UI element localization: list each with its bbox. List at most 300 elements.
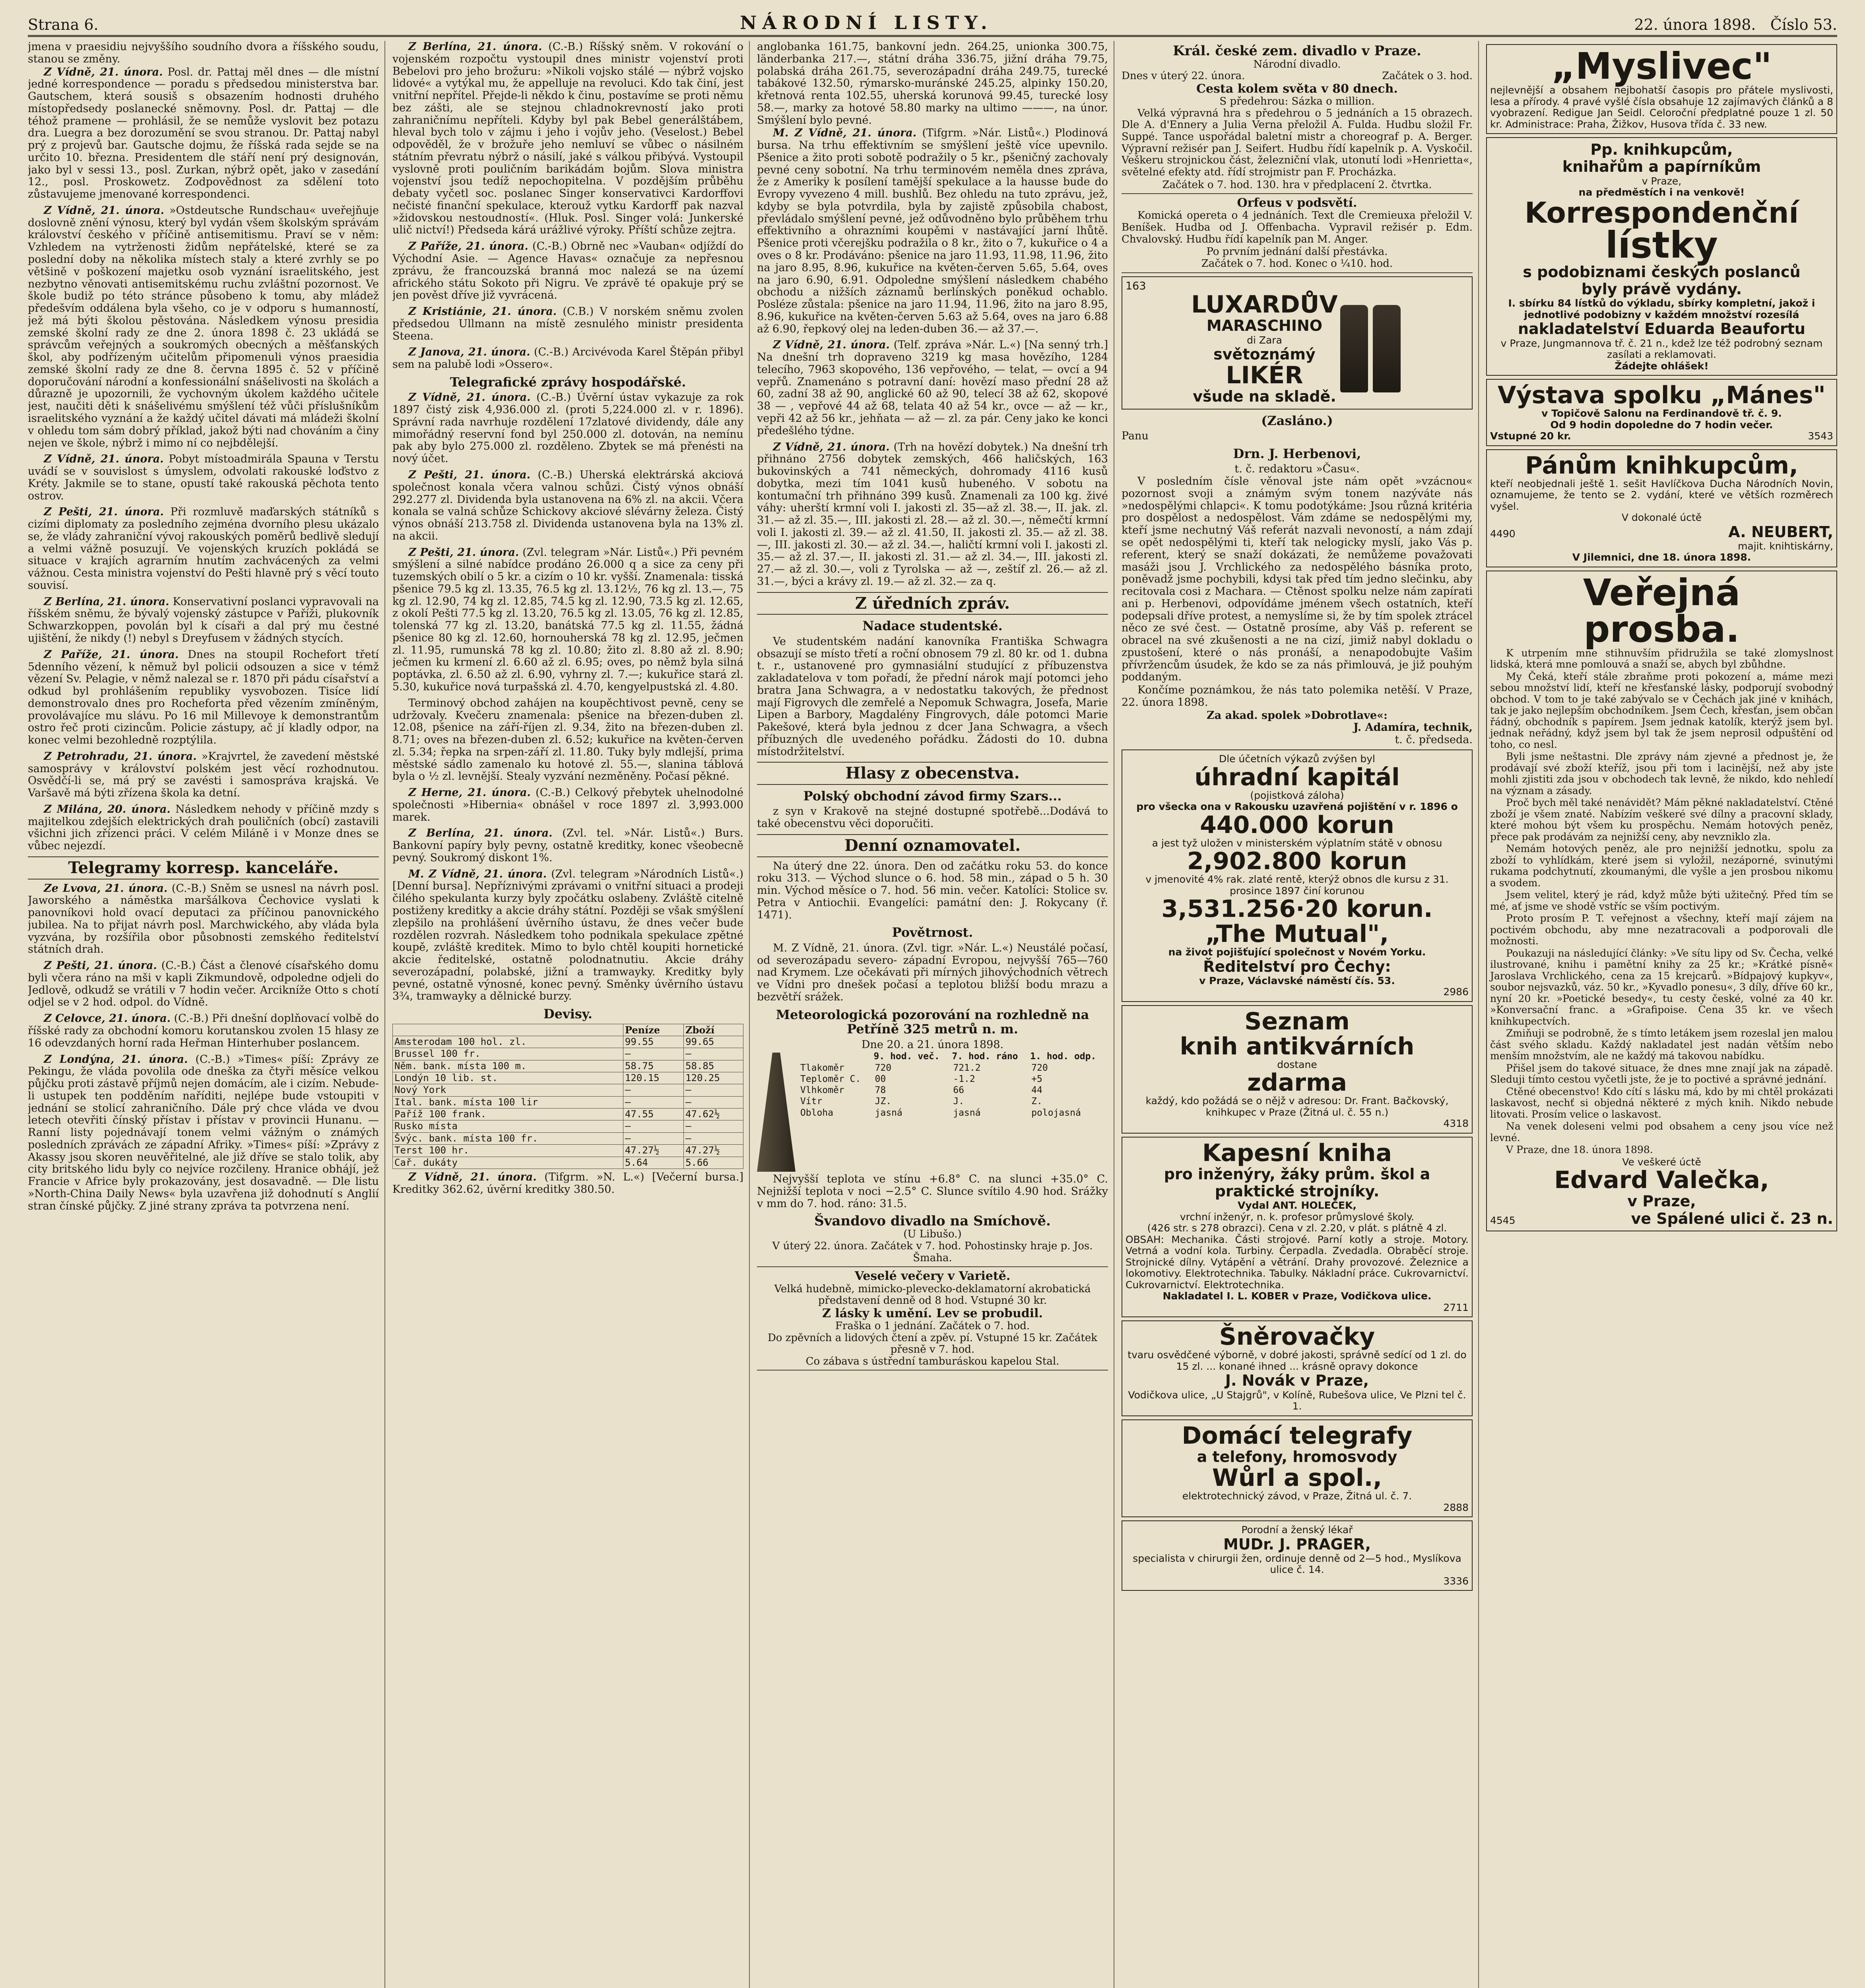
economic-headline: Telegrafické zprávy hospodářské.: [450, 374, 686, 390]
korresp-text: I. sbírku 84 lístků do výkladu, sbírky kompletní, jakož i jednotlivé podobizny v každém množství rozesílá: [1508, 297, 1815, 320]
table-cell: 78: [875, 1085, 886, 1096]
mutual-head: Dle účetních výkazů zvýšen byl: [1219, 753, 1375, 765]
variete-play: Z lásky k umění. Lev se probudil.: [822, 1306, 1043, 1320]
meteo-header-row: [799, 1051, 1108, 1062]
prosba-paragraph: Přišel jsem do takové situace, že dnes mne znají jak na západě. Sleduji tímto cestou vyčetli jste, že je to poctivé a správné jednání.: [1490, 1062, 1833, 1085]
article-text: (C.-B.) Uherská elektrárská akciová společnost konala včera valnou schůzi. Čistý výnos obnáší 292.277 zl. Dividenda byla ustanovena na 6% zl. na akcii. Včera konala se valná schůze Schickovy akciové slévárny železa. Čistý výnos obnáší 213.758 zl. Dividenda ustanovena byla na 13% zl. na akcii.: [392, 468, 743, 542]
prager-head: Porodní a ženský lékař: [1241, 1524, 1353, 1536]
devisy-header-row: [393, 1024, 743, 1036]
article: [392, 1171, 743, 1196]
article-byline: Z Milána, 20. února.: [44, 803, 171, 815]
article: [392, 469, 743, 543]
zaslano-close: Končíme poznámkou, že nás tato polemika netěší. V Praze, 22. února 1898.: [1122, 684, 1473, 709]
prosba-paragraph: Zmiňuji se podrobně, že s tímto letákem jsem rozeslal jen malou část svého skladu. Každý nakladatel jest nadán větším nebo menším množstvím, ale ne každý má takovou nabídku.: [1490, 1027, 1833, 1062]
meteo-tail: Nejvyšší teplota ve stínu +6.8° C. na slunci +35.0° C. Nejnižší teplota v noci −2.5° C. Slunce svítilo 4.90 hod. Srážky v mm do 7. hod. ráno: 31.5.: [757, 1173, 1108, 1210]
table-cell: Nový York: [393, 1084, 623, 1096]
prosba-row: [1490, 1210, 1833, 1227]
variete-title: Veselé večery v Varietě.: [854, 1269, 1011, 1283]
table-cell: 5.64: [623, 1157, 683, 1169]
knihkupcum-big: Pánům knihkupcům,: [1525, 451, 1798, 480]
meteo-date: Dne 20. a 21. února 1898.: [861, 1038, 1004, 1051]
article-text: (Zvl. telegram »Národních Listů«.) [Denní bursa]. Nepříznivými zprávami o vnitřní situaci a prodeji čilého spekulanta kurzy byly zpočátku oslabeny. Zvláště citelně postiženy kreditky a akcie dráhy státní. Později se však smýšlení zlepšilo na prohlášení úvěrního ústavu, že dnes večer bude rozdělen rozvrah. Následkem toho podnikala spekulace zpětné koupě, zvláště kreditek. Mimo to bylo chtěl koupiti hornetické akcie ředitelské, ostatně polodnatnutiu. Akcie dráhy severozápadní, polabské, jižní a tramwayky. Kreditky byly pevné, ostatně výnosné, konec pevný. Směnky úvěrního ústavu 3¾, tramwayky a dělnické burzy.: [392, 868, 743, 1003]
mutual-big: úhradní kapitál: [1194, 763, 1400, 791]
table-row: [393, 1036, 743, 1048]
prosba-addr: ve Spálené ulici č. 23 n.: [1631, 1209, 1833, 1227]
manes-row: [1490, 431, 1833, 442]
columns: [28, 41, 1837, 1988]
article-text: (C.B.) V norském sněmu zvolen předsedou Ullmann na místě zesnulého ministr presidenta Steena.: [392, 305, 744, 342]
prosba-paragraph: Jsem velitel, který je rád, když může býti užitečný. Před tím se mé, ať jsme ve shodě vstříc se vším poctivým.: [1490, 889, 1833, 912]
prosba-sign: Ve veškeré úctě: [1622, 1156, 1701, 1168]
weather-text: M. Z Vídně, 21. února. (Zvl. tigr. »Nár. L.«) Neustálé počasí, od severozápadu severo- západní Evropou, nejvyšší 765—760 nad Krymem. Lze očekávati při mírných jihovýchodních větrech ve Vídni pro dnešek počasí a teplotou bližší bodu mrazu a bezvětří srážek.: [757, 942, 1108, 1003]
antikvar-free: zdarma: [1247, 1069, 1347, 1097]
table-row: [393, 1048, 743, 1060]
article-text: (C.-B.) Část a členové císařského domu byli včera ráno na mši v kapli Zikmundově, odpoledne odjeli do Jedlově, odkudž se vrátili v 7 hodin večer. Arcikníže Otto s chotí odjel se v 2 hod. odpol. do Vídně.: [28, 959, 379, 1009]
variete: [757, 1267, 1108, 1371]
kapesni-obsah: OBSAH: Mechanika. Části strojové. Parní kotly a stroje. Motory. Vetrná a vodní kola. Turbiny. Čerpadla. Zvedadla. Obraběcí stroje. Strojnické dílny. Vytápění a větrání. Drahy provozové. Železnice a lokomotivy. Elektrotechnika. Tabulky. Nákladní práce. Cukrovarnictví. Cukrovarnictví. Elektrotechnika.: [1126, 1233, 1469, 1291]
article-byline: Z Paříže, 21. února.: [44, 648, 179, 661]
prosba-name: Edvard Valečka,: [1554, 1166, 1769, 1194]
table-cell: Tlakoměr: [800, 1062, 844, 1073]
prosba-paragraph: Proto prosím P. T. veřejnost a všechny, kteří mají zájem na poctivém obchodu, aby mne nezatracovali a podporovali dle možnosti.: [1490, 912, 1833, 947]
voices-subhead: Polský obchodní závod firmy Szars...: [803, 788, 1062, 804]
zaslano-head: (Zasláno.): [1261, 413, 1333, 428]
zaslano-block: [1122, 414, 1473, 746]
table-cell: -1.2: [953, 1074, 975, 1084]
column-1: [28, 41, 385, 1988]
article-byline: M. Z Vídně, 21. února.: [408, 868, 547, 880]
article-text: (C.-B.) Obrně nec »Vauban« odjíždí do Východní Asie. — Agence Havas« označuje za nepřesnou zprávu, že francouzská branná moc nalezá se na území afrického státu Sokoto při Nigru. Ve zprávě té opakuje prý se jen pověst dříve již vyvrácená.: [392, 240, 743, 302]
antikvar-num: 4318: [1443, 1118, 1469, 1130]
prosba-paragraph: Proč bych měl také nenávidět? Mám pěkné nakladatelství. Ctěné zboží je všem znaté. Nabízím veškeré své dílny a pracovní sklady, které mohou být všem ku prospěchu. Nemám hotových peněz, přece pak prodávám za nejnižší ceny, aby nevzniklo zla.: [1490, 797, 1833, 843]
article-byline: M. Z Vídně, 21. února.: [773, 127, 917, 140]
table-cell: —: [623, 1084, 683, 1096]
article: [392, 787, 743, 823]
article: [28, 960, 379, 1009]
table-cell: 120.25: [684, 1072, 743, 1084]
table-cell: 47.62½: [684, 1109, 743, 1120]
article-byline: Z Vídně, 21. února.: [44, 453, 164, 466]
antikvar-head: Seznam: [1244, 1007, 1350, 1035]
table-cell: 47.27½: [623, 1145, 683, 1157]
snerovacky-ad: [1122, 1320, 1473, 1416]
orfeus-play: Orfeus v podsvětí.: [1237, 196, 1357, 210]
article-text: (C.-B.) Při dnešní doplňovací volbě do říšské rady za obchodní komoru korutanskou zvolen 15 hlasy ze 16 odevzdaných horní rada Heřman Hinterhuber poslancem.: [28, 1012, 379, 1049]
article: [28, 883, 379, 956]
article-text: Při rozmluvě maďarských státníků s cizími diplomaty za posledního zejména dvorního plesu ukázalo se, že vlády zahraniční vývoj rakouských poměrů bedlivě sledují a velmi vážně posuzují. Ve vojenských kruzích pokládá se situace v krajích agrarním hnutím zachvácených za velmi vážnou. Cesta ministra vojenství do Pešti hlavně prý s věcí touto souvisí.: [28, 506, 379, 592]
korresp-addr: v Praze, Jungmannova tř. č. 21 n., kdež lze též podrobný seznam zasílati a reklamovati.: [1500, 337, 1823, 361]
article-byline: Z Vídně, 21. února.: [773, 339, 890, 351]
luxardo-where: všude na skladě.: [1193, 388, 1336, 406]
prosba-paragraph: Poukazuji na následující články: »Ve sítu lipy od Sv. Čecha, velké ilustrované, knihu i pamětní knihy za 25 kr.; »Krátké písně« Jaroslava Vrchlického, cena za 15 krejcarů. »Bídpajový kupkyv«, soubor nejsvazků, váz. 50 kr., »Kyvadlo ponesu«, 3 díly, dříve 60 kr., nyní 20 kr. »Poetické besedy«, tu cesty české, volné za 40 kr. »Konversační franc. a »Grafipoise. Cena 35 kr. ve všech knihkupectvích.: [1490, 947, 1833, 1027]
table-cell: Ital. bank. místa 100 lir: [393, 1096, 623, 1108]
antikvar-text: každý, kdo požádá se o nějž v adresou: Dr. Frant. Bačkovský, knihkupec v Praze (Žitná ul. č. 55 n.): [1145, 1095, 1449, 1118]
variete-zabava: Co zábava s ústřední tamburáskou kapelou Stal.: [805, 1355, 1060, 1367]
table-cell: —: [623, 1132, 683, 1144]
knihkupcum-row: [1490, 524, 1833, 541]
article-text: (Zvl. tel. »Nár. Listů«.) Burs. Bankovní papíry byly pevny, ostatně kreditky, konec všeobecně pevný. Soukromý diskont 1%.: [392, 827, 743, 864]
svandovo-text: V úterý 22. února. Začátek v 7. hod. Pohostinsky hraje p. Jos. Šmaha.: [772, 1240, 1093, 1264]
zaslano-sign: Za akad. spolek »Dobrotlave«:: [1207, 709, 1388, 722]
prager-num: 3336: [1443, 1575, 1469, 1587]
column-5: [1486, 41, 1837, 1988]
article-text: Pobyt místoadmirála Spauna v Terstu uvádí se v souvislost s úmyslem, odvolati rakouské loďstvo z Kréty. Jakmile se to stane, opustí také rakouská pěchota tento ostrov.: [28, 453, 379, 502]
theater-desc: Velká výpravná hra s předehrou o 5 jednáních a 15 obrazech. Dle A. d'Ennery a Julia Verna přeložil A. Fulda. Hudbu složil Fr. Suppé. Tance uspořádal baletní mistr a choreograf p. A. Berger. Výpravní režisér pan J. Seifert. Hudbu řídí kapelník p. A. Vyskočil. Veškeru strojnickou část, železniční vlak, utonutí lodi »Henrietta«, světelné efekty atd. řídí strojmistr pan F. Procházka.: [1122, 107, 1473, 178]
table-cell: Terst 100 hr.: [393, 1145, 623, 1157]
mutual-sub4: v jmenovité 4% rak. zlaté rentě, kterýž obnos dle kursu z 31. prosince 1897 činí korunou: [1145, 874, 1449, 897]
zaslano-to: Drn. J. Herbenovi,: [1233, 446, 1361, 461]
manes-ad: [1486, 379, 1837, 446]
meteo-table: [799, 1051, 1108, 1118]
zaslano-signer: J. Adamíra, technik,: [1353, 721, 1473, 734]
table-row: [799, 1062, 1108, 1074]
foundation-text: Ve studentském nadání kanovníka Františka Schwagra obsazují se místo třetí a roční obnosem 79 zl. 80 kr. od 1. dubna t. r., ustanovené pro gymnasiální studující z příbuzenstva zakladatelova v tom pořadí, že přední nárok mají potomci jeho bratra Jana Schwagra, a v nedostatku takových, že přednost mají Figrovych dle zemřelé a Nepomuk Schwagra, Josefa, Marie Lipen a Barbory, Magdalény Fingrovych, dále potomci Marie Pakešové, která byla jednou z dcer Jana Schwagra, a všech příbuzných dle uvedeného pořádku. Žádosti do 10. dubna místodržitelství.: [757, 635, 1108, 758]
prosba-body: [1490, 648, 1833, 1156]
table-row: [393, 1084, 743, 1096]
article-byline: Z Paříže, 21. února.: [408, 240, 528, 253]
theater-date: Dnes v úterý 22. února.: [1122, 70, 1245, 82]
table-row: [393, 1132, 743, 1144]
daily-text: Na úterý dne 22. února. Den od začátku roku 53. do konce roku 313. — Východ slunce o 6. hod. 58 min., západ o 5 h. 30 min. Východ měsíce o 7. hod. 56 min. večer. Katolíci: Stolice sv. Petra v Antiochii. Evangelíci: památní den: J. Rokycany (ř. 1471).: [757, 860, 1108, 921]
table-cell: 44: [1031, 1085, 1042, 1096]
korresp-sub2: na předměstích i na venkově!: [1578, 186, 1745, 198]
table-cell: —: [684, 1132, 743, 1144]
korresp-head2: knihařům a papírníkům: [1562, 158, 1761, 176]
column-3: [757, 41, 1114, 1988]
table-row: [393, 1109, 743, 1120]
table-cell: —: [684, 1084, 743, 1096]
voices-text: z syn v Krakově na stejné dostupné spotřebě...Dodává to také obecenstvu věci doporučiti.: [757, 805, 1108, 830]
prosba-big2: prosba.: [1584, 608, 1740, 650]
article-text: (C.-B.) Říšský sněm. V rokování o vojenském rozpočtu vystoupil dnes ministr vojenství proti Bebelovi pro jeho brožuru: »Nikoli vojsko stálé — nýbrž vojsko lidové« a vytýkal mu, že appelluje na revoluci. Kdo tak činí, jest vnitřní nepřítel. Přejde-li někdo k činu, postavíme se proti němu bez zášti, ale se stejnou chladnokrevností jako proti zahraničnímu nepříteli. Kdyby byl pak Bebel generálštábem, hleval bych tolo v zájmu i jeho i vojův jeho. (Veselost.) Bebel odpověděl, že v brožuře jeho nemluví se vůbec o násilném státním převratu nýbrž o násilí, jaké s válkou přibývá. Vystoupil vyslovně proti pouličním barikádám bojům. Slova ministra vojenství jsou tedíž nepochopitelna. V pozdějším průběhu debaty vyčetl soc. poslanec Singer konservativci Kardorffovi nečisté finanční spekulace, kterouž vytku Kardorff pak nazval »židovskou nestoudností«. (Hluk. Posl. Singer volá: Junkerské ulič nictví!) Předseda kárá urážlivé výroky. Příští schůze zejtra.: [392, 41, 743, 237]
petrin-tower-icon: [757, 1052, 796, 1172]
table-cell: 99.65: [684, 1036, 743, 1048]
theater-end: Začátek o 7. hod. 130. hra v předplacení 2. čtvrtka.: [1162, 179, 1432, 191]
snerovacky-text: tvaru osvědčené výborně, v dobré jakosti, správně sedící od 1 zl. do 15 zl. ... konané ihned ... krásně opravy dokonce: [1128, 1349, 1467, 1372]
prosba-city: v Praze,: [1627, 1192, 1696, 1210]
issue-info: [1634, 16, 1837, 33]
table-cell: Z.: [1031, 1096, 1042, 1107]
column-4: [1122, 41, 1479, 1988]
article-text: (C.-B.) Sněm se usnesl na návrh posl. Jaworského a náměstka maršálkova Čechovice vyslati k panovníkovi hold ovací deputaci za příčinou panovnického jubilea. Na to přijat návrh posl. Marchwického, aby vláda byla vyzvána, by rozšířila obor působnosti zemského ředitelství státních drah.: [28, 882, 379, 956]
manes-sub: v Topičově Salonu na Ferdinandově tř. č. 9.: [1541, 408, 1782, 419]
kapesni-publisher: Vydal ANT. HOLEČEK,: [1238, 1200, 1357, 1211]
article-text: (C.-B.) Celkový přebytek uhelnodolné společnosti »Hibernia« obnášel v roce 1897 zl. 3,993.000 marek.: [392, 786, 743, 823]
kapesni-price: (426 str. s 278 obrazci). Cena v zl. 2.20, v plát. s plátně 4 zl.: [1147, 1222, 1447, 1234]
article: [392, 697, 743, 783]
orfeus-note: Po prvním jednání další přestávka.: [1206, 246, 1388, 258]
article-byline: Z Vídně, 21. února.: [44, 66, 163, 78]
article: [28, 506, 379, 592]
telegram-list: [28, 883, 379, 1213]
table-row: [799, 1107, 1108, 1118]
article: [28, 649, 379, 747]
article-byline: Ze Lvova, 21. února.: [44, 882, 168, 895]
table-header-cell: Peníze: [623, 1024, 683, 1036]
table-cell: —: [684, 1120, 743, 1132]
official-headline: Z úředních zpráv.: [757, 592, 1108, 615]
news-list: [28, 66, 379, 852]
table-cell: 99.55: [623, 1036, 683, 1048]
table-cell: —: [684, 1048, 743, 1060]
article: [757, 339, 1108, 437]
prosba-paragraph: My Čeká, kteří stále zbraňme proti pokození a, máme mezi sebou množství lidí, kteří ne křesťanské lásky, podporují svobodný obchod. V tom to je také zabývalo se v Čechách jak jiné v knihách, tak je jako nejlepším obchodníkem. Jsem Čech, křesťan, jsem občan řádný, obchodník s papírem. Jsem jednak katolík, kterýž jsem byl. jednak neřádný, když jsem byl tak že jsem neprosil odpuštění od toho, co nesl.: [1490, 670, 1833, 750]
mutual-ad: [1122, 749, 1473, 1002]
zaslano-role: t. č. redaktoru »Času«.: [1234, 463, 1360, 476]
mutual-ref: Ředitelství pro Čechy:: [1203, 957, 1391, 975]
domaci-big: Domácí telegrafy: [1182, 1421, 1413, 1450]
table-row: [393, 1096, 743, 1108]
antikvar-sub: dostane: [1277, 1058, 1317, 1070]
zaslano-addr: Panu: [1122, 430, 1149, 443]
svandovo-sub: (U Libušo.): [903, 1228, 962, 1241]
news-list-tail: [392, 1171, 743, 1196]
table-cell: jasná: [953, 1107, 981, 1118]
prosba-ad: [1486, 571, 1837, 1231]
theater-start: Začátek o 3. hod.: [1382, 70, 1473, 82]
table-cell: jasná: [875, 1107, 902, 1118]
table-cell: Paříž 100 frank.: [393, 1109, 623, 1120]
korresp-big3: s podobiznami českých poslanců: [1523, 263, 1801, 281]
domaci-ad: [1122, 1419, 1473, 1517]
snerovacky-shop: J. Novák v Praze,: [1225, 1372, 1369, 1390]
table-cell: —: [623, 1096, 683, 1108]
article: [28, 205, 379, 449]
article-text: (Tifgrm. »Nár. Listů«.) Plodinová bursa. Na trhu effektivním se smýšlení ještě více upevnilo. Pšenice a žito proti sobotě podražily o 5 kr., pšeničný zachovaly pevné ceny sobotní. Na trhu terminovém neměla dnes zpráva, že z Ameriky k posílení tamější spekulace a la hausse bude do Evropy vyvezeno 4 mill. bushlů. Bez ohledu na tuto zprávu, jež, kdyby se byla potvrdila, byla by zajistě způsobila chabost, převládalo smýšlení pevné, jež odůvodněno bylo průběhem trhu effektivního a ohrazními koupěmi v nastávající jarní lhůtě. Pšenice proti včerejšku podražila o 8 kr., žito o 7, kukuřice o 4 a oves o 8 kr. Prodáváno: pšenice na jaro 11.93, 11.98, 11.96, žito na jaro 8.95, 8.96, kukuřice na květen-červen 5.65, 5.64, oves na jaro 6.90, 6.91. Odpoledne smýšlení následkem chabého obchodu a nižších záznamů berlínských poněkud ochablo. Posléze zůstala: pšenice na jaro 11.94, 11.96, žito na jaro 8.95, 8.96, kukuřice na květen-červen 5.63 až 5.64, oves na jaro 6.88 až 6.90, řepkový olej na leden-duben 36.— až 37.—.: [757, 127, 1108, 335]
table-cell: JZ.: [875, 1096, 892, 1107]
korresp-ad: [1486, 137, 1837, 376]
article-text: (C.-B.) »Times« píší: Zprávy ze Pekingu, že vláda povolila ode dneška za čtyři měsíce velkou půjčku proti zástavě příjmů nejen domácím, ale i cizím. Nebude-li ustupek ten podděním naříditi, nejlépe bude vstoupiti v jednání se stolicí zahraničního. Dále prý chce vláda ve dvou letech otevřiti čínský přístav i přístav v provincii Hunanu. — Ranní listy pojednávají tonem velmi vážným o známých posledních zprávách ze západní Afriky. »Times« píší: »Zprávy z Akassy jsou skoren neuvěřitelné, ale již dříve se stalo tolik, aby city britského lidu byly co nejvíce rozčileny. Hranice obhájí, jež Francie v Africe byly prokazovány, jest dosavadně. — Dle listu »North-China Daily News« byla uzavřena již dohodnutí s Anglií stran čínské půjčky. Z jiné strany zpráva ta potvrzena není.: [28, 1053, 379, 1212]
article-byline: Z Janova, 21. února.: [408, 346, 530, 359]
article-text: (C.-B.) Úvěrní ústav vykazuje za rok 1897 čistý zisk 4,936.000 zl. (proti 5,224.000 zl. v r. 1896). Správní rada navrhuje rozdělení 17zlatové dividendy, dále any mimořádný reservní fond byl 250.000 zl. dotován, na nemínu pak aby bylo 275.000 zl. rozděleno. Zbytek se má přenésti na nový účet.: [392, 391, 743, 465]
korresp-nakl: nakladatelství Eduarda Beaufortu: [1518, 320, 1805, 338]
article-text: »Ostdeutsche Rundschau« uveřejňuje doslovně znění výnosu, který byl vydán všem školským správám království českého v příčině antisemitismu. Praví se v něm: Vzhledem na vytrženosti židům nepřátelské, které se za poslední doby na několika místech staly a které zvrhly se po většině v poškození majetku osob vyznání israelitského, jest nezbytno věnovati antisemitskému ruchu zvláštní pozornost. Ve škole budiž po této stránce působeno k tomu, aby mládež předešvím oddálena byla všeho, co je v odporu s humanností, jež má býti školou pěstována. Následkem výnosu presidia zemské školní rady ze dne 2. února 1898 č. 23 ukládá se správcům veřejných a soukromých obecných a měšťanských škol, aby podřízeným učitelům připomenuli výnos praesidia zemské školní rady ze dne 8. června 1895 č. 52 v příčině doporučování národní a konfessionální snášelivosti na školách a důrazně je upozornili, že vychovným úkolem každého učitele jest, naučiti děti k snášelivému smýšlení též vůči příslušníkům israelitského vyznání a že každý učitel dávati má mládeži školní v ohledu tom sám dobrý příklad, jakož býti nad chováním a činy nejen ve škole, nýbrž i mimo ní co nejbdělejší.: [28, 204, 379, 449]
table-row: [799, 1096, 1108, 1107]
newspaper-title: NÁRODNÍ LISTY.: [740, 12, 993, 33]
devisy-headline: Devisy.: [543, 1006, 592, 1022]
article-byline: Z Herne, 21. února.: [408, 786, 531, 799]
news-list: [757, 127, 1108, 588]
prager-big: MUDr. J. PRAGER,: [1223, 1535, 1371, 1553]
national-theater: [1122, 41, 1473, 194]
bottle-icon: [1373, 305, 1401, 392]
knihkupcum-date: V Jilemnici, dne 18. února 1898.: [1572, 551, 1751, 563]
kapesni-num: 2711: [1443, 1301, 1469, 1313]
variete-note: Do zpěvních a lidových čtení a zpěv. pí. Vstupné 15 kr. Začátek přesně v 7. hod.: [767, 1332, 1098, 1356]
article: [757, 127, 1108, 335]
table-cell: 5.66: [684, 1157, 743, 1169]
prosba-paragraph: K utrpením mne stihnuvším přidružila se také zlomyslnost lidská, která mne pomlouvá a snaží se, abych byl zbůhdne.: [1490, 647, 1833, 670]
theater-sub: Národní divadlo.: [1253, 58, 1341, 70]
article: [392, 547, 743, 693]
table-cell: —: [684, 1096, 743, 1108]
article-byline: Z Petrohradu, 21. února.: [44, 750, 197, 763]
article-byline: Z Pešti, 21. února.: [408, 468, 531, 481]
luxardo-text: [1191, 292, 1338, 405]
article-text: Následkem nehody v příčině mzdy s majitelkou zdejších elektrických drah pouličních (obcí) zastavili všichni jich zřízenci práci. V celém Miláně i v Monze dnes se vůbec nejezdí.: [28, 803, 379, 852]
masthead: [28, 9, 1837, 37]
table-cell: Vlhkoměr: [800, 1085, 844, 1096]
table-cell: 47.55: [623, 1109, 683, 1120]
kapesni-sub: pro inženýry, žáky prům. škol a praktické strojníky.: [1164, 1165, 1430, 1200]
prosba-paragraph: Na venek doleseni velmi pod obsahem a ceny jsou více než levné.: [1490, 1120, 1833, 1143]
myslivec-ad: [1486, 44, 1837, 134]
article-byline: Z Kristiánie, 21. února.: [408, 305, 557, 318]
theater-cast: S předehrou: Sázka o million.: [1219, 95, 1375, 108]
article-text: Posl. dr. Pattaj měl dnes — dle místní jedné korrespondence — poradu s předsedou ministerstva bar. Gautschem, která sousiš s obsazením hodnosti druhého místopředsedy poslanecké sněmovny. Posl. dr. Pattaj — dle téhož pramene — prohlásil, že se nemůže vyslovit bez potazu dra. Luegra a bez dorozumění se svou stranou. Dr. Pattaj nabyl prý z projevů bar. Gautsche dojmu, že říšská rada sejde se na určito 10. března. Presidentem dle stáří není prý designován, jako byl v sessi 13., posl. Zurkan, nýbrž opět, jako v zasedání 12., posl. Proskowetz. Zodpovědnost za sdělení toto zůstavujeme jmenované korrespondenci.: [28, 66, 379, 201]
table-row: [393, 1145, 743, 1157]
table-cell: Amsterodam 100 hol. zl.: [393, 1036, 623, 1048]
article: [28, 1013, 379, 1049]
zaslano-text: V posledním čísle věnoval jste nám opět »vzácnou« pozornost svoji a známým svým tonem nazýváte nás »nedospělými chlapci«. K tomu podotýkáme: Jsou různá kritéria pro dospělost a nedospělost. Vám zdáme se nedospělými my, kteří jsme nechutný Váš referát nazvali nevoností, a nám zdají se opět nedospělými ti, kteří tak nelogicky myslí, jako Vás p. referent, který se snaží dokázati, že nemůžeme považovati masáži jsou J. Vrchlického za nedospělého básníka proto, poněvadž jsme pochybili, kdysi tak před tím jedno slečinku, aby recitovala cosi z Machara. — Ctěnost spolku nelze nám zapírati ani p. Herbenovi, odpovídáme jménem všech ostatních, kteří podepsali dříve protest, a nemyslíme si, že by tím spolek ztrácel něco ze své čest. — Ostatně prosíme, aby Váš p. referent se obracel na své zkušenosti a ne na cizí, jimiž nabyl dokladu o zpustošení, které o nás pronáší, a nenapodobujte Vašim přívržencům úsudek, že kdo se za nás přimlouvá, je již pouhým poddaným.: [1122, 475, 1473, 683]
mutual-sub5: na život pojišťující společnost v Novém Yorku.: [1168, 946, 1426, 958]
table-row: [799, 1085, 1108, 1096]
table-header-cell: 7. hod. ráno: [952, 1051, 1018, 1062]
weather-headline: Povětrnost.: [892, 925, 973, 940]
table-cell: polojasná: [1031, 1107, 1081, 1118]
prosba-paragraph: Ctěné obecenstvo! Kdo cítí s lásku má, kdo by mi chtěl prokázati laskavost, nechť si objedná některé z mých knih. Nikdo nebude litovati. Prosím velice o laskavost.: [1490, 1085, 1833, 1120]
article-text: Dnes na stoupil Rochefort třetí 5denního vězení, k němuž byl policii odsouzen a sice v témž vězení Sv. Pelagie, v němž nalezal se r. 1870 při pádu císařství a odkud byl prohlášením republiky vysvobozen. Tisíce lidí demonstrovalo dnes pro Rocheforta před vězením zmíněným, provolávajíce mu slávu. Po 16 mil Millevoye k demonstrantům ostro řeč proti cizincům. Policie zástupy, ač jí kladly odpor, na konec velmi bezohledně rozptýlila.: [28, 648, 379, 747]
manes-big: Výstava spolku „Mánes": [1498, 381, 1826, 410]
mutual-sub1: (pojistková záloha): [1250, 789, 1344, 801]
variete-text: Velká hudebně, mimicko-plevecko-deklamatorní akrobatická představení denně od 8 hod. Vstupné 30 kr.: [774, 1283, 1091, 1307]
article-byline: Z Vídně, 21. února.: [408, 391, 531, 404]
article: [392, 827, 743, 864]
antikvar-ad: [1122, 1005, 1473, 1134]
voices-headline: Hlasy z obecenstva.: [757, 762, 1108, 785]
table-header-cell: 1. hod. odp.: [1030, 1051, 1096, 1062]
korresp-big1: Korrespondenční: [1524, 196, 1799, 229]
article-text: Terminový obchod zahájen na koupěchtivost pevně, ceny se udržovaly. Kvečeru znamenala: pšenice na březen-duben zl. 12.08, pšenice na září-říjen zl. 9.34, žito na březen-duben zl. 8.71; oves na březen-duben zl. 6.52; kukuřice na květen-červen zl. 5.34; řepka na srpen-září zl. 11.80. Tuky byly mdlejší, prima městské sádlo zamenalo ku hotové zl. 55.—, slanina táblová byla o ½ zl. levnější. Stealy vyzvání nezměněny. Počasí pěkné.: [392, 697, 743, 783]
luxardo-liker: LIKÉR: [1226, 361, 1303, 390]
lead-paragraph: jmena v praesidiu nejvyššího soudního dvora a říšského soudu, stanou se změny.: [28, 41, 379, 65]
table-header-cell: [393, 1024, 623, 1036]
domaci-num: 2888: [1443, 1501, 1469, 1513]
article-byline: Z Berlína, 21. února.: [408, 41, 542, 53]
article-byline: Z Pešti, 21. února.: [408, 546, 519, 559]
prosba-paragraph: V Praze, dne 18. února 1898.: [1506, 1144, 1653, 1156]
kapesni-pub-sub: vrchní inženýr, n. k. profesor průmyslové školy.: [1180, 1211, 1415, 1223]
table-header-cell: 9. hod. več.: [873, 1051, 940, 1062]
domaci-text: elektrotechnický závod, v Praze, Žitná ul. č. 7.: [1182, 1490, 1412, 1502]
ad-number: 163: [1126, 280, 1146, 292]
mutual-sub2: pro všecka ona v Rakousku uzavřená pojištění v r. 1896 o: [1136, 801, 1458, 813]
prosba-big1: Veřejná: [1583, 571, 1741, 614]
theater-play: Cesta kolem světa v 80 dnech.: [1196, 82, 1398, 96]
table-row: [393, 1120, 743, 1132]
article: [28, 804, 379, 852]
issue-number: Číslo 53.: [1770, 16, 1837, 33]
knihkupcum-num: 4490: [1490, 528, 1516, 540]
article-byline: Z Vídně, 21. února.: [408, 1171, 537, 1183]
table-cell: —: [623, 1120, 683, 1132]
article: [28, 1054, 379, 1213]
article-byline: Z Londýna, 21. února.: [44, 1053, 188, 1066]
article: [392, 346, 743, 371]
article: [392, 306, 743, 342]
kapesni-nakl: Nakladatel I. L. KOBER v Praze, Vodičkova ulice.: [1162, 1290, 1432, 1302]
table-cell: +5: [1031, 1074, 1042, 1084]
table-cell: Rusko místa: [393, 1120, 623, 1132]
article-byline: Z Celovce, 21. února.: [44, 1012, 171, 1025]
mutual-addr: v Praze, Václavské náměstí čís. 53.: [1199, 975, 1395, 986]
prosba-num: 4545: [1490, 1214, 1516, 1226]
meteo-block: [757, 1051, 1108, 1173]
article-text: (Telf. zpráva »Nár. L.«) [Na senný trh.] Na dnešní trh dopraveno 3219 kg masa hovězího, 1284 telecího, 7963 skopového, 136 vepřového, — telat, — ovcí a 94 vepřů. Znamenáno s potravní daní: hovězí maso přední 28 až 60, zadní 38 až 90, anglické 60 až 90, telecí 38 až 62, skopové 38 — , vepřové 44 až 68, telata 40 až 54 kr., ovce — až — kr., vepři 42 až 56 kr., jehňata — až — zl. za pár. Ceny jako ke konci předešlého týdne.: [757, 339, 1108, 437]
issue-date: 22. února 1898.: [1634, 16, 1756, 33]
korresp-sub3: byly právě vydány.: [1581, 280, 1742, 298]
kapesni-ad: [1122, 1137, 1473, 1318]
knihkupcum-ad: [1486, 449, 1837, 567]
orfeus-theater: [1122, 194, 1473, 273]
table-cell: Vítr: [800, 1096, 823, 1107]
myslivec-text: nejlevnější a obsahem nejbohatší časopis pro přátele myslivosti, lesa a přírody. 4 pravé vyšlé čísla obsahuje 12 zajímavých článků a 8 vyobrazení. Redigue Jan Seidl. Celoroční předplatné pouze 1 zl. 50 kr. Administrace: Praha, Žižkov, Husova třída č. 33 new.: [1490, 84, 1833, 130]
svandovo-theater: [757, 1211, 1108, 1268]
kapesni-big: Kapesní kniha: [1202, 1139, 1392, 1167]
prosba-paragraph: Nemám hotových peněz, ale pro nejnižší jednotku, spolu za zboží to vyhlídkám, které jsem si vyložil, nezáporné, svinutými rukama podchytnutí, zkoumanými, dle vyšle a jen prosbou nikomu a svodem.: [1490, 843, 1833, 889]
article-byline: Z Berlína, 21. února.: [44, 595, 169, 608]
article-byline: Z Berlína, 21. února.: [408, 827, 553, 840]
manes-time: Od 9 hodin dopoledne do 7 hodin večer.: [1550, 419, 1773, 431]
mutual-sub3: a jest tyž uložen v ministerském výplatním státě v obnosu: [1152, 837, 1442, 849]
table-cell: 120.15: [623, 1072, 683, 1084]
column-2: [392, 41, 750, 1988]
luxardo-claim: světoznámý: [1213, 346, 1316, 363]
daily-headline: Denní oznamovatel.: [757, 834, 1108, 857]
table-cell: 720: [1031, 1062, 1048, 1073]
article-byline: Z Pešti, 21. února.: [44, 959, 157, 972]
news-list: [392, 41, 743, 371]
table-cell: —: [623, 1048, 683, 1060]
table-cell: Teploměr C.: [800, 1074, 861, 1084]
mutual-amt1: 440.000 korun: [1200, 811, 1394, 839]
devisy-table: [392, 1024, 743, 1169]
table-cell: Brussel 100 fr.: [393, 1048, 623, 1060]
article-text: (Tifgrm. »N. L.«) [Večerní bursa.] Kreditky 362.62, úvěrní kreditky 380.50.: [392, 1171, 743, 1196]
luxardo-product: MARASCHINO: [1206, 317, 1323, 335]
table-cell: 58.85: [684, 1060, 743, 1072]
table-cell: Londýn 10 lib. st.: [393, 1072, 623, 1084]
article-text: Konservativní poslanci vypravovali na říšském sněmu, že bývalý vojenský zástupce v Paříži, plukovník Schwarzkoppen, povolán byl k císaři a dal prý mu čestné ujištění, že nikdy (!) nebyl s Dreyfusem v žádných stycích.: [28, 595, 379, 645]
table-row: [393, 1072, 743, 1084]
table-cell: J.: [953, 1096, 965, 1107]
meteo-headline: Meteorologická pozorování na rozhledně na Petříně 325 metrů n. m.: [776, 1007, 1089, 1037]
article: [392, 41, 743, 237]
foundation-headline: Nadace studentské.: [862, 618, 1003, 634]
luxardo-body: [1126, 292, 1469, 405]
snerovacky-big: Šněrovačky: [1219, 1323, 1375, 1351]
myslivec-big: „Myslivec": [1551, 45, 1772, 87]
korresp-sub: v Praze,: [1642, 175, 1682, 187]
theater-title: Král. české zem. divadlo v Praze.: [1173, 43, 1421, 59]
table-row: [393, 1060, 743, 1072]
svandovo-title: Švandovo divadlo na Smíchově.: [814, 1213, 1051, 1229]
mutual-amt2: 2,902.800 korun: [1187, 847, 1407, 876]
knihkupcum-role: majit. knihtiskárny,: [1738, 540, 1833, 552]
domaci-sub: a telefony, hromosvody: [1197, 1448, 1397, 1466]
table-cell: 720: [875, 1062, 892, 1073]
article: [28, 66, 379, 201]
antikvar-big: knih antikvárních: [1180, 1032, 1415, 1060]
mutual-brand: „The Mutual",: [1205, 920, 1389, 948]
table-row: [799, 1074, 1108, 1085]
article: [757, 441, 1108, 588]
economic-list: [392, 392, 743, 1003]
snerovacky-addr: Vodičkova ulice, „U Stajgrů", v Kolíně, Rubešova ulice, Ve Plzni tel č. 1.: [1128, 1389, 1466, 1412]
prager-text: specialista v chirurgii žen, ordinuje denně od 2—5 hod., Myslíkova ulice č. 14.: [1133, 1552, 1461, 1576]
article-text: (Zvl. telegram »Nár. Listů«.) Při pevném smýšlení a silné nabídce prodáno 26.000 q a sice za ceny při tuzemských obilí o 5 kr. a cizím o 10 kr. vyšší. Znamenala: tisská pšenice 79.5 kg zl. 13.35, 76.5 kg zl. 13.12½, 76 kg zl. 13.—, 75 kg zl. 12.90, 74 kg zl. 12.85, 74.5 kg zl. 12.90, 73.5 kg zl. 12.65, z okolí Pešti 77.5 kg zl. 13.20, 76.5 kg zl. 13.05, 76 kg zl. 12.85, tolenská 77 kg zl. 13.20, banátská 77.5 kg zl. 11.55, žádná pšenice 80 kg zl. 12.60, hornouherská 78 kg zl. 12.95, ječmen zl. 11.95, rumunská 78 kg zl. 10.80; žito zl. 8.80 až zl. 8.90; ječmen ku krmení zl. 6.60 až zl. 6.95; oves, po němž byla silná poptávka, zl. 6.50 až zl. 6.90, vyhrny zl. 7.—; kukuřice stará zl. 5.30, kukuřice nová turpašská zl. 4.70, kengyelpustská zl. 4.80.: [392, 546, 744, 693]
table-cell: Oblohа: [800, 1107, 834, 1118]
